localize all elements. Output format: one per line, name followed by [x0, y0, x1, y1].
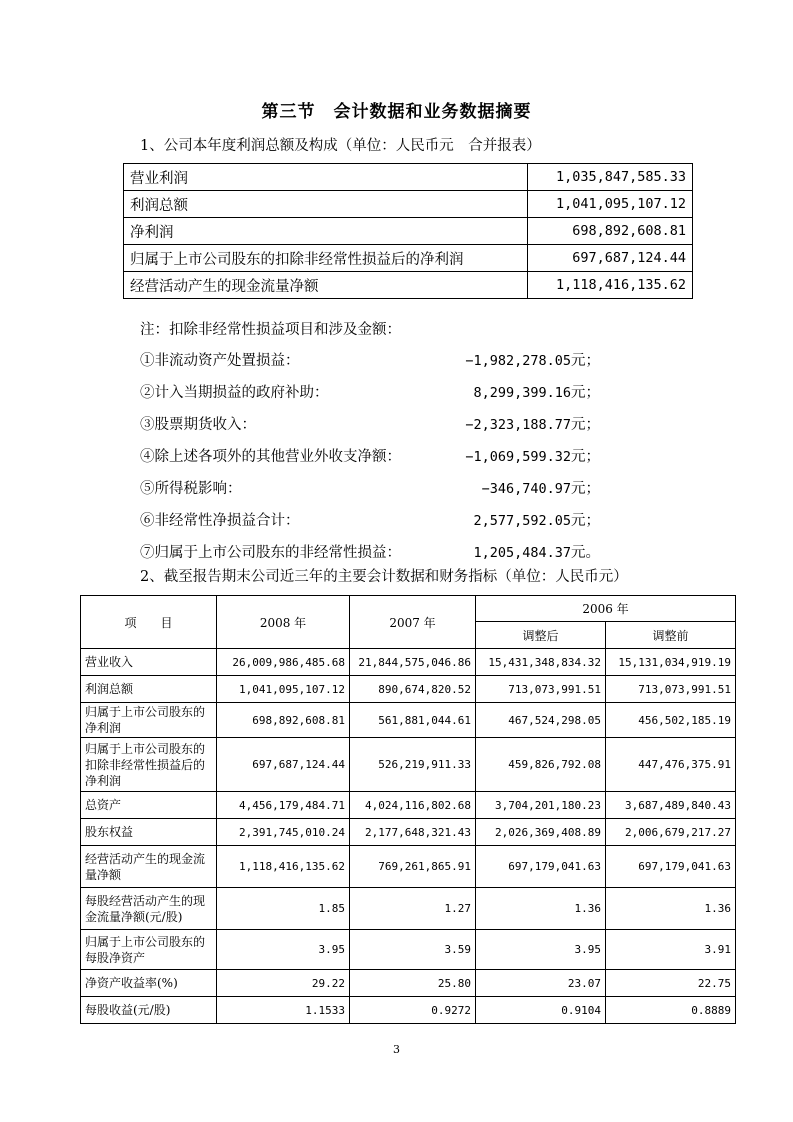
row-value: 1,041,095,107.12 [528, 191, 693, 218]
note-label: ⑤所得税影响： [140, 481, 242, 497]
cell-2006-before: 713,073,991.51 [606, 676, 736, 703]
cell-2006-before: 15,131,034,919.19 [606, 649, 736, 676]
cell-2006-before: 1.36 [606, 888, 736, 930]
table-row [81, 970, 736, 997]
table-row [81, 738, 736, 792]
cell-2008: 1.85 [217, 888, 350, 930]
table-row [124, 164, 693, 191]
cell-2008: 1,041,095,107.12 [217, 676, 350, 703]
cell-2008: 1,118,416,135.62 [217, 846, 350, 888]
note-value: −2,323,188.77元； [465, 417, 600, 433]
cell-2008: 697,687,124.44 [217, 738, 350, 792]
cell-2006-before: 456,502,185.19 [606, 703, 736, 738]
table-row [81, 676, 736, 703]
cell-2007: 526,219,911.33 [350, 738, 476, 792]
cell-2007: 0.9272 [350, 997, 476, 1024]
cell-2007: 21,844,575,046.86 [350, 649, 476, 676]
note-item [140, 445, 600, 477]
page-number: 3 [393, 1043, 400, 1056]
profit-table [123, 163, 693, 299]
row-label: 经营活动产生的现金流量净额 [81, 846, 217, 888]
table-row [124, 272, 693, 299]
row-value: 697,687,124.44 [528, 245, 693, 272]
note-value: −346,740.97元； [481, 481, 600, 497]
row-label: 归属于上市公司股东的扣除非经常性损益后的净利润 [81, 738, 217, 792]
note-item [140, 477, 600, 509]
row-label: 营业利润 [124, 164, 528, 191]
cell-2006-before: 3.91 [606, 930, 736, 970]
cell-2006-before: 0.8889 [606, 997, 736, 1024]
note-value: 8,299,399.16元； [473, 385, 600, 401]
cell-2006-before: 697,179,041.63 [606, 846, 736, 888]
cell-2007: 25.80 [350, 970, 476, 997]
note-item [140, 413, 600, 445]
row-label: 营业收入 [81, 649, 217, 676]
row-label: 归属于上市公司股东的净利润 [81, 703, 217, 738]
cell-2006-after: 713,073,991.51 [476, 676, 606, 703]
row-label: 每股收益(元/股) [81, 997, 217, 1024]
note-label: ③股票期货收入： [140, 417, 256, 433]
section1-heading: 1、公司本年度利润总额及构成（单位：人民币元 合并报表） [140, 138, 541, 154]
table-row [124, 218, 693, 245]
table-row [124, 245, 693, 272]
cell-2007: 3.59 [350, 930, 476, 970]
cell-2008: 698,892,608.81 [217, 703, 350, 738]
table-row [81, 703, 736, 738]
note-value: 2,577,592.05元； [473, 513, 600, 529]
table-row [81, 997, 736, 1024]
note-item [140, 381, 600, 413]
row-value: 1,035,847,585.33 [528, 164, 693, 191]
notes-title: 注：扣除非经常性损益项目和涉及金额： [140, 322, 401, 338]
cell-2007: 890,674,820.52 [350, 676, 476, 703]
header-2007: 2007 年 [350, 596, 476, 649]
cell-2006-after: 15,431,348,834.32 [476, 649, 606, 676]
row-value: 1,118,416,135.62 [528, 272, 693, 299]
row-label: 净资产收益率(%) [81, 970, 217, 997]
cell-2006-after: 697,179,041.63 [476, 846, 606, 888]
note-value: −1,982,278.05元； [465, 353, 600, 369]
cell-2006-after: 0.9104 [476, 997, 606, 1024]
note-value: −1,069,599.32元； [465, 449, 600, 465]
table-row [124, 191, 693, 218]
page-title: 第三节 会计数据和业务数据摘要 [261, 102, 532, 122]
cell-2006-after: 3.95 [476, 930, 606, 970]
table-row [81, 846, 736, 888]
table-row [81, 819, 736, 846]
header-adjusted-before: 调整前 [606, 622, 736, 649]
row-label: 总资产 [81, 792, 217, 819]
cell-2008: 1.1533 [217, 997, 350, 1024]
cell-2006-after: 23.07 [476, 970, 606, 997]
header-item: 项 目 [81, 596, 217, 649]
cell-2006-before: 22.75 [606, 970, 736, 997]
cell-2008: 4,456,179,484.71 [217, 792, 350, 819]
row-label: 归属于上市公司股东的扣除非经常性损益后的净利润 [124, 245, 528, 272]
cell-2006-before: 447,476,375.91 [606, 738, 736, 792]
financial-data-table [80, 595, 736, 1024]
cell-2008: 3.95 [217, 930, 350, 970]
cell-2008: 2,391,745,010.24 [217, 819, 350, 846]
row-label: 经营活动产生的现金流量净额 [124, 272, 528, 299]
row-label: 每股经营活动产生的现金流量净额(元/股) [81, 888, 217, 930]
row-label: 利润总额 [124, 191, 528, 218]
note-label: ⑥非经常性净损益合计： [140, 513, 300, 529]
table-row [81, 888, 736, 930]
notes-block [140, 318, 600, 573]
note-label: ④除上述各项外的其他营业外收支净额： [140, 449, 401, 465]
section2-heading: 2、截至报告期末公司近三年的主要会计数据和财务指标（单位：人民币元） [140, 569, 628, 585]
note-value: 1,205,484.37元。 [473, 545, 600, 561]
cell-2007: 2,177,648,321.43 [350, 819, 476, 846]
row-label: 净利润 [124, 218, 528, 245]
cell-2007: 1.27 [350, 888, 476, 930]
cell-2006-after: 1.36 [476, 888, 606, 930]
note-label: ⑦归属于上市公司股东的非经常性损益： [140, 545, 401, 561]
note-label: ①非流动资产处置损益： [140, 353, 300, 369]
row-value: 698,892,608.81 [528, 218, 693, 245]
header-adjusted-after: 调整后 [476, 622, 606, 649]
table-row [81, 930, 736, 970]
cell-2006-after: 2,026,369,408.89 [476, 819, 606, 846]
row-label: 归属于上市公司股东的每股净资产 [81, 930, 217, 970]
cell-2008: 26,009,986,485.68 [217, 649, 350, 676]
cell-2007: 769,261,865.91 [350, 846, 476, 888]
note-item [140, 349, 600, 381]
cell-2006-after: 459,826,792.08 [476, 738, 606, 792]
cell-2006-before: 2,006,679,217.27 [606, 819, 736, 846]
row-label: 股东权益 [81, 819, 217, 846]
note-item [140, 509, 600, 541]
cell-2006-after: 467,524,298.05 [476, 703, 606, 738]
note-label: ②计入当期损益的政府补助： [140, 385, 329, 401]
table-row [81, 649, 736, 676]
cell-2007: 4,024,116,802.68 [350, 792, 476, 819]
cell-2006-before: 3,687,489,840.43 [606, 792, 736, 819]
header-2006: 2006 年 [476, 596, 736, 622]
cell-2007: 561,881,044.61 [350, 703, 476, 738]
table-header-row [81, 596, 736, 622]
header-2008: 2008 年 [217, 596, 350, 649]
row-label: 利润总额 [81, 676, 217, 703]
cell-2008: 29.22 [217, 970, 350, 997]
cell-2006-after: 3,704,201,180.23 [476, 792, 606, 819]
table-row [81, 792, 736, 819]
